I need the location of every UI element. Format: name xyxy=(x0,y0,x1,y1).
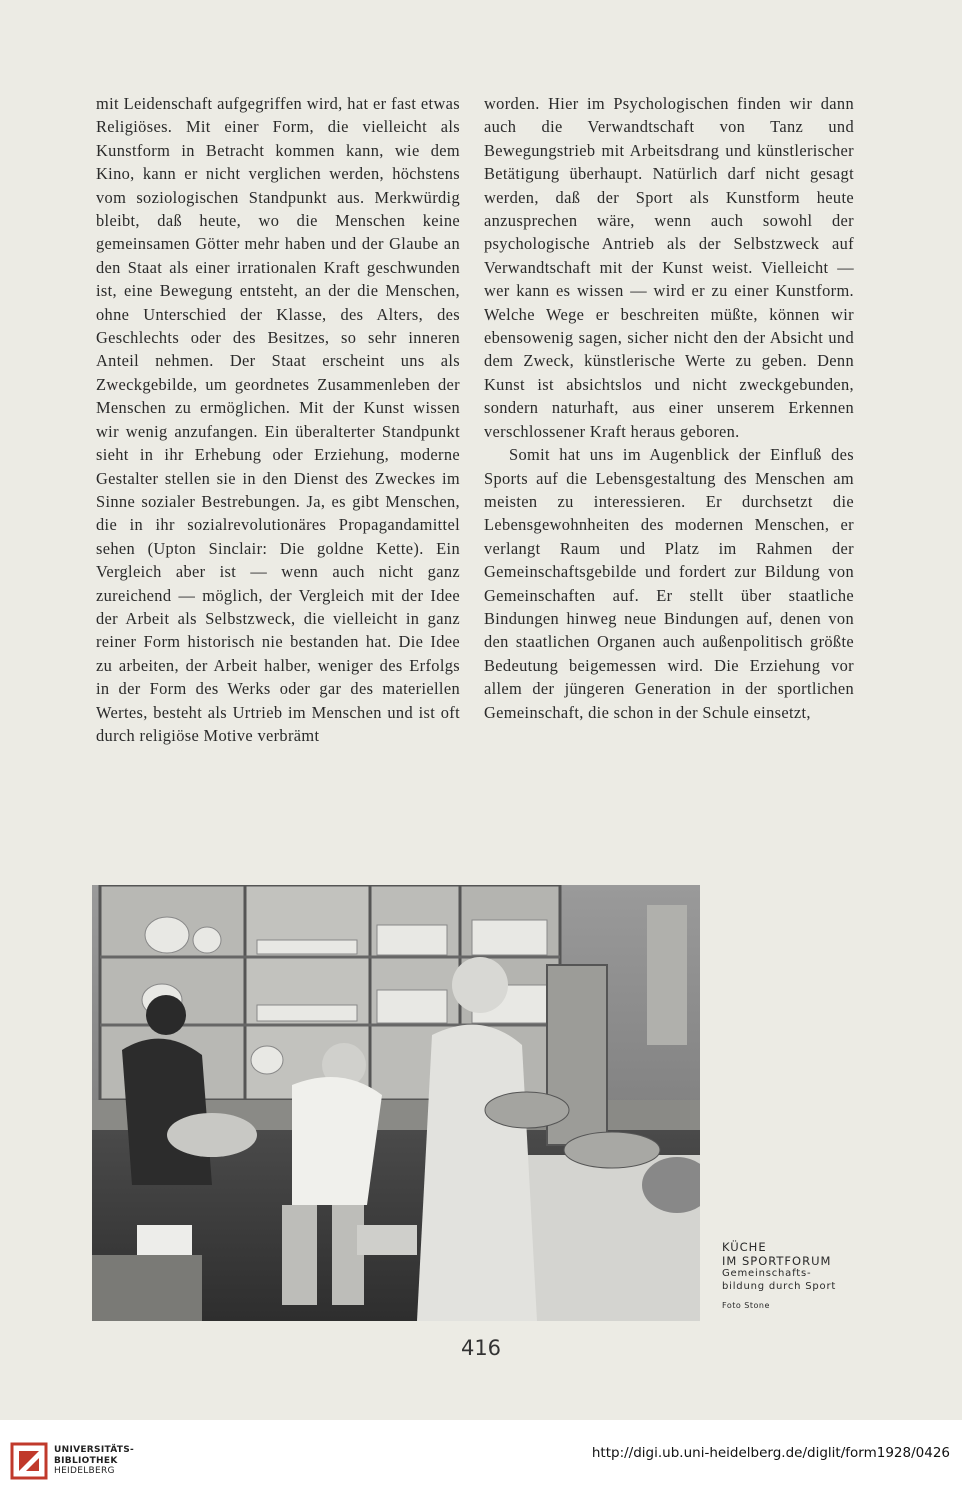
paragraph: mit Leidenschaft aufgegriffen wird, hat er fast etwas Religiöses. Mit einer Form, die vielleicht als Kunstform in Betracht kommen kann, wie dem Kino, kann er nicht verglichen werden, höchstens vom soziologischen Standpunkt aus. Merkwürdig bleibt, daß heute, wo die Menschen keine gemeinsamen Götter mehr haben und der Glaube an den Staat als einer irrationalen Kraft geschwunden ist, eine Bewegung entsteht, an der die Menschen, ohne Unterschied der Klasse, des Alters, des Geschlechts oder des Besitzes, so sehr inneren Anteil nehmen. Der Staat erscheint uns als Zweckgebilde, um geordnetes Zusammenleben der Menschen zu ermöglichen. Mit der Kunst wissen wir wenig anzufangen. Ein überalterter Standpunkt sieht in ihr Erhebung oder Erziehung, moderne Gestalter stellen sie in den Dienst des Zweckes im Sinne sozialer Bestrebungen. Ja, es gibt Menschen, die in ihr sozialrevolutionäres Propagandamittel sehen (Upton Sinclair: Die goldne Kette). Ein Vergleich aber ist — wenn auch nicht ganz zureichend — möglich, der Vergleich mit der Idee der Arbeit als Selbstzweck, die vielleicht in ganz reiner Form historisch nie bestanden hat. Die Idee zu arbeiten, der Arbeit halber, weniger des Erfolgs in der Form des Werks oder gar des materiellen Wertes, besteht als Urtrieb im Menschen und ist oft durch religiöse Motive verbrämt xyxy=(96,94,460,745)
caption-title: IM SPORTFORUM xyxy=(722,1254,832,1268)
paragraph: Somit hat uns im Augenblick der Einfluß des Sports auf die Lebensgestaltung des Menschen am meisten zu interessieren. Er durchsetzt die Lebensgewohnheiten des modernen Menschen, er verlangt Raum und Platz im Rahmen der Gemeinschaftsgebilde und fordert zur Bildung von Gemeinschaften auf. Er stellt über staatliche Bindungen hinweg neue Bindungen auf, denen von den staatlichen Organen auch außenpolitisch größte Bedeutung beigemessen wird. Die Erziehung vor allem der jüngeren Generation in der sportlichen Gemeinschaft, die schon in der Schule einsetzt, xyxy=(484,445,854,722)
text-column-left xyxy=(96,92,460,747)
photo-credit: Foto Stone xyxy=(722,1301,770,1310)
paragraph: worden. Hier im Psychologischen finden wir dann auch die Verwandtschaft von Tanz und Bewegungstrieb mit Arbeitsdrang und künstlerischer Betätigung überhaupt. Natürlich darf nicht gesagt werden, daß der Sport als Kunstform heute anzusprechen wäre, wenn auch sowohl der psychologische Antrieb als der Selbstzweck auf Verwandtschaft mit der Kunst weist. Vielleicht — wer kann es wissen — wird er zu einer Kunstform. Welche Wege er beschreiten müßte, können wir ebensowenig sagen, sicher nicht den der Absicht und dem Zweck, künstlerische Werte zu geben. Denn Kunst ist absichtslos und nicht zweckgebunden, sondern naturhaft, aus einer unserem Erkennen verschlossener Kraft heraus geboren. xyxy=(484,94,854,441)
text-column-right xyxy=(484,92,854,724)
source-url-link[interactable]: http://digi.ub.uni-heidelberg.de/diglit/form1928/0426 xyxy=(591,1445,950,1461)
logo-text: HEIDELBERG xyxy=(54,1466,115,1477)
library-emblem-icon xyxy=(10,1442,48,1480)
logo-text: UNIVERSITÄTS- xyxy=(54,1445,135,1456)
kitchen-photo xyxy=(92,885,700,1321)
caption-subtitle: bildung durch Sport xyxy=(722,1280,837,1292)
caption-title: KÜCHE xyxy=(722,1240,767,1254)
footer-bar xyxy=(0,1420,962,1503)
photo-caption xyxy=(722,1240,836,1312)
page-number: 416 xyxy=(460,1336,502,1360)
logo-text: BIBLIOTHEK xyxy=(54,1455,118,1466)
library-logo[interactable] xyxy=(10,1442,134,1480)
caption-subtitle: Gemeinschafts- xyxy=(722,1268,812,1279)
